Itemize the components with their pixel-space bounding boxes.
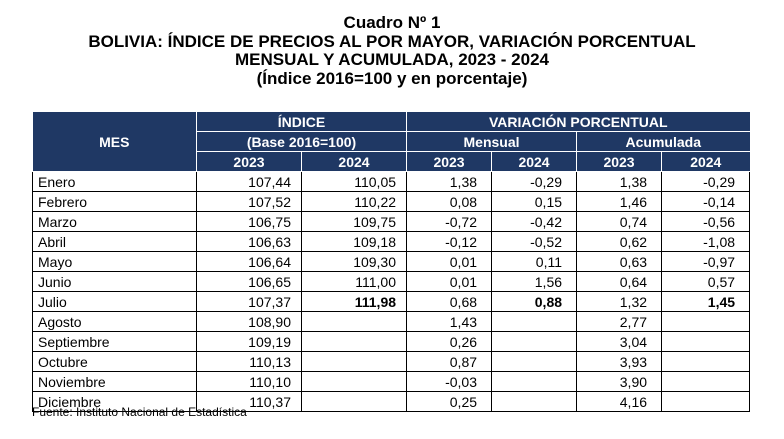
value-cell: 110,05 [302, 172, 407, 192]
month-cell: Septiembre [33, 332, 197, 352]
table-row [33, 172, 750, 192]
value-cell: 4,16 [577, 392, 662, 412]
value-cell: 109,75 [302, 212, 407, 232]
value-cell: 1,45 [662, 292, 750, 312]
table-row [33, 212, 750, 232]
value-cell: 0,63 [577, 252, 662, 272]
value-cell: 2,77 [577, 312, 662, 332]
value-cell: 0,88 [492, 292, 577, 312]
value-cell: 0,26 [407, 332, 492, 352]
value-cell [302, 352, 407, 372]
value-cell: 107,44 [197, 172, 302, 192]
value-cell: 107,52 [197, 192, 302, 212]
value-cell: 1,32 [577, 292, 662, 312]
value-cell [662, 332, 750, 352]
value-cell: -0,42 [492, 212, 577, 232]
value-cell: 109,19 [197, 332, 302, 352]
value-cell: 0,64 [577, 272, 662, 292]
table-subtitle: (Índice 2016=100 y en porcentaje) [256, 68, 528, 88]
value-cell [492, 372, 577, 392]
value-cell: 3,93 [577, 352, 662, 372]
header-mes: MES [33, 112, 197, 172]
value-cell: 0,15 [492, 192, 577, 212]
value-cell: 1,43 [407, 312, 492, 332]
table-body [33, 172, 750, 412]
price-index-table [32, 112, 750, 412]
table-number: Cuadro Nº 1 [343, 13, 441, 32]
value-cell [492, 312, 577, 332]
value-cell: 0,87 [407, 352, 492, 372]
value-cell: 3,90 [577, 372, 662, 392]
header-indice: ÍNDICE [197, 112, 407, 132]
table-title: BOLIVIA: ÍNDICE DE PRECIOS AL POR MAYOR, VARIACIÓN PORCENTUAL [88, 31, 696, 51]
value-cell [662, 392, 750, 412]
table-title-block [0, 14, 784, 88]
header-year: 2024 [492, 152, 577, 172]
table-row [33, 372, 750, 392]
value-cell: 111,98 [302, 292, 407, 312]
value-cell: 1,56 [492, 272, 577, 292]
month-cell: Julio [33, 292, 197, 312]
value-cell: 0,11 [492, 252, 577, 272]
table-row [33, 252, 750, 272]
table-row [33, 272, 750, 292]
value-cell [302, 372, 407, 392]
header-year: 2024 [662, 152, 750, 172]
value-cell [302, 312, 407, 332]
header-mensual: Mensual [407, 132, 577, 152]
value-cell: -0,14 [662, 192, 750, 212]
value-cell: 0,01 [407, 252, 492, 272]
value-cell: -0,12 [407, 232, 492, 252]
value-cell: -0,03 [407, 372, 492, 392]
value-cell: -1,08 [662, 232, 750, 252]
value-cell: -0,72 [407, 212, 492, 232]
value-cell: 0,62 [577, 232, 662, 252]
value-cell: -0,29 [492, 172, 577, 192]
value-cell: 106,65 [197, 272, 302, 292]
value-cell: 109,18 [302, 232, 407, 252]
value-cell [492, 332, 577, 352]
value-cell: 0,68 [407, 292, 492, 312]
month-cell: Febrero [33, 192, 197, 212]
value-cell: -0,97 [662, 252, 750, 272]
value-cell: 110,22 [302, 192, 407, 212]
value-cell: 109,30 [302, 252, 407, 272]
table-row [33, 292, 750, 312]
value-cell: -0,29 [662, 172, 750, 192]
value-cell: -0,52 [492, 232, 577, 252]
month-cell: Mayo [33, 252, 197, 272]
value-cell [662, 352, 750, 372]
value-cell: 110,37 [197, 392, 302, 412]
table-title-line2: MENSUAL Y ACUMULADA, 2023 - 2024 [235, 50, 549, 69]
month-cell: Agosto [33, 312, 197, 332]
value-cell [302, 392, 407, 412]
month-cell: Abril [33, 232, 197, 252]
month-cell: Noviembre [33, 372, 197, 392]
value-cell: 1,38 [577, 172, 662, 192]
value-cell: 107,37 [197, 292, 302, 312]
source-note: Fuente: Instituto Nacional de Estadística [32, 405, 247, 419]
table-row [33, 352, 750, 372]
month-cell: Junio [33, 272, 197, 292]
value-cell: 1,46 [577, 192, 662, 212]
value-cell: 110,10 [197, 372, 302, 392]
value-cell [662, 312, 750, 332]
value-cell [492, 392, 577, 412]
value-cell: 106,75 [197, 212, 302, 232]
value-cell: 111,00 [302, 272, 407, 292]
header-year: 2024 [302, 152, 407, 172]
header-base: (Base 2016=100) [197, 132, 407, 152]
value-cell: 110,13 [197, 352, 302, 372]
month-cell: Octubre [33, 352, 197, 372]
table-row [33, 192, 750, 212]
header-variacion: VARIACIÓN PORCENTUAL [407, 112, 750, 132]
value-cell: 108,90 [197, 312, 302, 332]
month-cell: Enero [33, 172, 197, 192]
month-cell: Diciembre [33, 392, 197, 412]
header-acumulada: Acumulada [577, 132, 750, 152]
value-cell: 0,57 [662, 272, 750, 292]
table-row [33, 312, 750, 332]
header-year: 2023 [197, 152, 302, 172]
value-cell: 0,25 [407, 392, 492, 412]
value-cell: 0,74 [577, 212, 662, 232]
header-year: 2023 [577, 152, 662, 172]
value-cell [492, 352, 577, 372]
value-cell: 3,04 [577, 332, 662, 352]
table-row [33, 332, 750, 352]
value-cell: 1,38 [407, 172, 492, 192]
value-cell [302, 332, 407, 352]
value-cell: 0,01 [407, 272, 492, 292]
value-cell [662, 372, 750, 392]
header-year: 2023 [407, 152, 492, 172]
value-cell: 0,08 [407, 192, 492, 212]
value-cell: 106,63 [197, 232, 302, 252]
month-cell: Marzo [33, 212, 197, 232]
table-row [33, 232, 750, 252]
value-cell: -0,56 [662, 212, 750, 232]
value-cell: 106,64 [197, 252, 302, 272]
